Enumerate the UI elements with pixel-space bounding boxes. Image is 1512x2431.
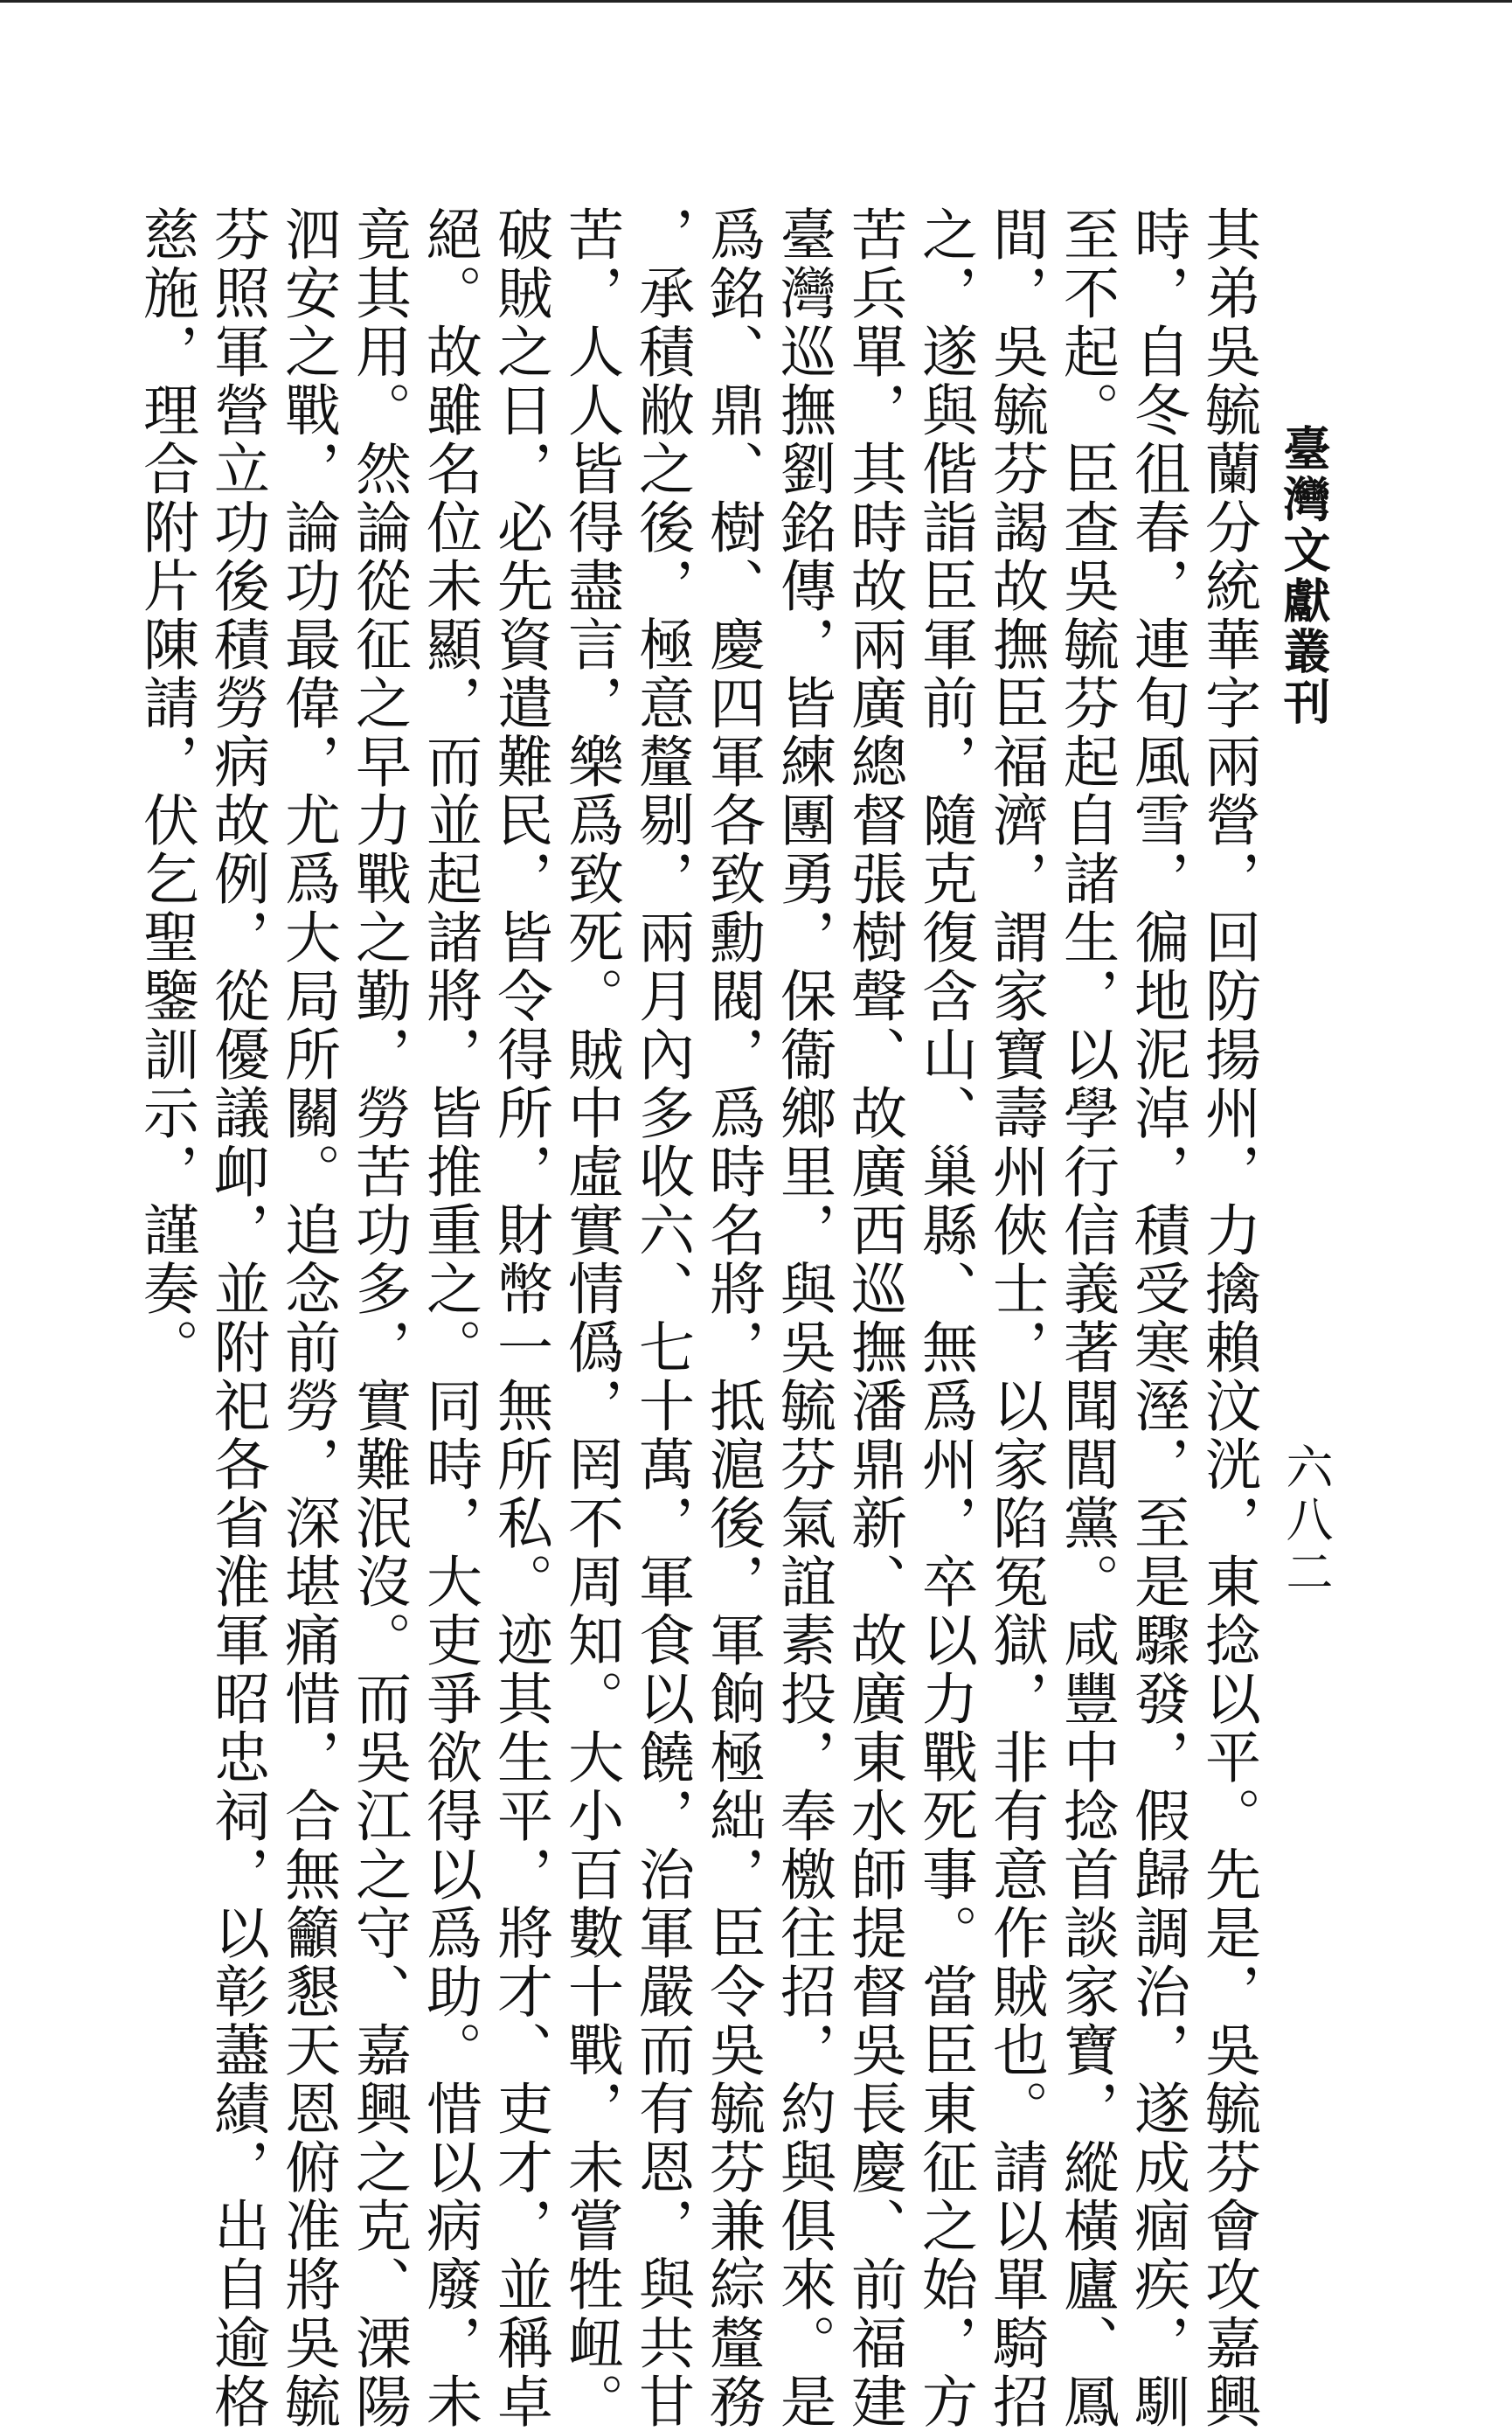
body-text bbox=[130, 205, 1263, 2431]
text-column-14: 泗安之戰，論功最偉，尤爲大局所關。追念前勞，深堪痛惜，合無籲懇天恩俯准將吳毓 bbox=[275, 205, 340, 2431]
text-column-3: 至不起。臣查吳毓芬起自諸生，以學行信義著聞閭黨。咸豐中捻首談家寶，縱橫廬、鳳 bbox=[1054, 205, 1119, 2431]
text-column-12: 絕。故雖名位未顯，而並起諸將，皆推重之。同時，大吏爭欲得以爲助。惜以病廢，未 bbox=[417, 205, 482, 2431]
text-column-2: 時，自冬徂春，連旬風雪，徧地泥淖，積受寒溼，至是驟發，假歸調治，遂成痼疾，馴 bbox=[1125, 205, 1189, 2431]
running-head-title: 臺灣文獻叢刊 bbox=[1276, 424, 1332, 728]
text-column-10: 苦，人人皆得盡言，樂爲致死。賊中虛實情僞，罔不周知。大小百數十戰，未嘗牲衄。 bbox=[558, 205, 623, 2431]
page-number: 六八二 bbox=[1279, 1442, 1334, 1600]
text-column-4: 間，吳毓芬謁故撫臣福濟，謂家寶壽州俠士，以家陷冤獄，非有意作賊也。請以單騎招 bbox=[983, 205, 1048, 2431]
top-rule bbox=[0, 0, 1512, 3]
text-column-9: ，承積敝之後，極意釐剔，兩月內多收六、七十萬，軍食以饒，治軍嚴而有恩，與共甘 bbox=[629, 205, 694, 2431]
text-column-7: 臺灣巡撫劉銘傳，皆練團勇，保衞鄉里，與吳毓芬氣誼素投，奉檄往招，約與俱來。是 bbox=[771, 205, 836, 2431]
text-column-5: 之，遂與偕詣臣軍前，隨克復含山、巢縣、無爲州，卒以力戰死事。當臣東征之始，方 bbox=[912, 205, 977, 2431]
text-column-11: 破賊之日，必先資遣難民，皆令得所，財幣一無所私。迹其生平，將才、吏才，並稱卓 bbox=[488, 205, 552, 2431]
text-column-6: 苦兵單，其時故兩廣總督張樹聲、故廣西巡撫潘鼎新、故廣東水師提督吳長慶、前福建 bbox=[842, 205, 906, 2431]
text-column-8: 爲銘、鼎、樹、慶四軍各致勳閥，爲時名將，抵滬後，軍餉極絀，臣令吳毓芬兼綜釐務 bbox=[700, 205, 765, 2431]
text-column-1: 其弟吳毓蘭分統華字兩營，回防揚州，力擒賴汶洸，東捻以平。先是，吳毓芬會攻嘉興 bbox=[1196, 205, 1260, 2431]
text-column-15: 芬照軍營立功後積勞病故例，從優議卹，並附祀各省淮軍昭忠祠，以彰藎績，出自逾格 bbox=[205, 205, 269, 2431]
text-column-16: 慈施，理合附片陳請，伏乞聖鑒訓示，謹奏。 bbox=[134, 205, 198, 1377]
text-column-13: 竟其用。然論從征之早力戰之勤，勞苦功多，實難泯沒。而吳江之守、嘉興之克、溧陽 bbox=[346, 205, 411, 2431]
